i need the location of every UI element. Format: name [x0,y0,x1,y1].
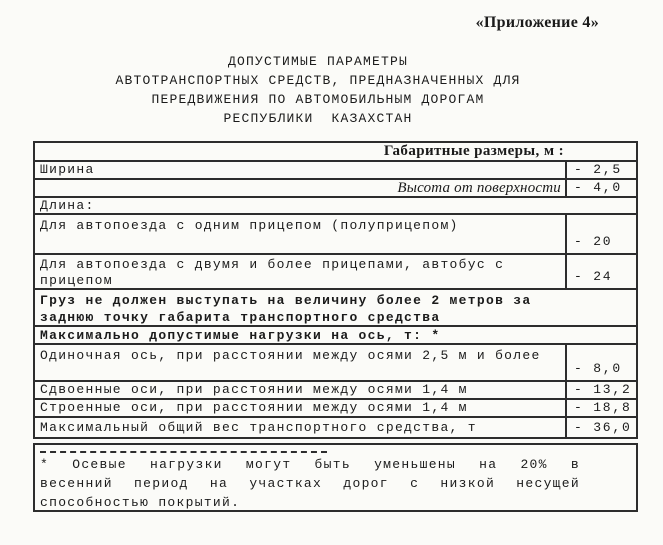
row-value: - 4,0 [565,180,636,196]
row-label: Высота от поверхности [397,180,561,196]
row-value: - 36,0 [565,418,636,437]
row-label: Строенные оси, при расстоянии между осями 1,4 м [40,400,468,415]
footnote-separator-line [40,451,327,453]
row-label: Одиночная ось, при расстоянии между осями 2,5 м и более [40,348,541,363]
table-row-axle-header [35,327,636,345]
row-label-line-1: Для автопоезда с двумя и более прицепами, автобус с [40,257,505,272]
footnote-line-2: весенний период на участках дорог с низкой несущей [40,476,580,491]
row-value: - 18,8 [565,400,636,416]
row-label: Максимальный общий вес транспортного средства, т [40,419,477,435]
table-row-single-axle [35,345,636,382]
axle-header-label: Максимально допустимые нагрузки на ось, т: * [40,327,441,343]
row-label: Сдвоенные оси, при расстоянии между осями 1,4 м [40,382,468,397]
cargo-rule-text [35,290,636,325]
title-line-3: ПЕРЕДВИЖЕНИЯ ПО АВТОМОБИЛЬНЫМ ДОРОГАМ [151,92,485,107]
table-row-one-trailer [35,215,636,255]
cargo-rule-line-1: Груз не должен выступать на величину более 2 метров за [40,293,532,308]
dimensions-header-label: Габаритные размеры, м : [383,143,564,159]
parameters-table [33,141,638,439]
table-row-height [35,180,636,198]
row-value: - 20 [565,215,636,253]
title-line-1: ДОПУСТИМЫЕ ПАРАМЕТРЫ [227,54,409,69]
appendix-annotation: «Приложение 4» [475,14,599,31]
document-title [12,52,624,128]
title-line-4: РЕСПУБЛИКИ КАЗАХСТАН [223,111,413,126]
row-label: Ширина [40,162,95,177]
row-label-line-2: прицепом [40,273,113,288]
table-row-length-header [35,198,636,215]
row-value: - 13,2 [565,382,636,398]
footnote-line-3: способностью покрытий. [40,495,241,510]
table-row-max-weight [35,418,636,437]
table-row-triple-axle [35,400,636,418]
row-label: Для автопоезда с одним прицепом (полуприцепом) [40,218,459,233]
row-value: - 24 [565,255,636,288]
table-row-double-axle [35,382,636,400]
table-row-width [35,162,636,180]
footnote-box [33,443,638,512]
row-value: - 2,5 [565,162,636,178]
cargo-rule-line-2: заднюю точку габарита транспортного средства [40,310,441,325]
table-row-cargo-rule [35,290,636,327]
row-label [35,255,565,288]
footnote-line-1: * Осевые нагрузки могут быть уменьшены на 20% в [40,457,580,472]
length-header-label: Длина: [40,198,95,213]
table-row-dimensions-header [35,143,636,162]
title-line-2: АВТОТРАНСПОРТНЫХ СРЕДСТВ, ПРЕДНАЗНАЧЕННЫХ ДЛЯ [115,73,521,88]
row-value: - 8,0 [565,345,636,380]
table-row-two-trailers [35,255,636,290]
